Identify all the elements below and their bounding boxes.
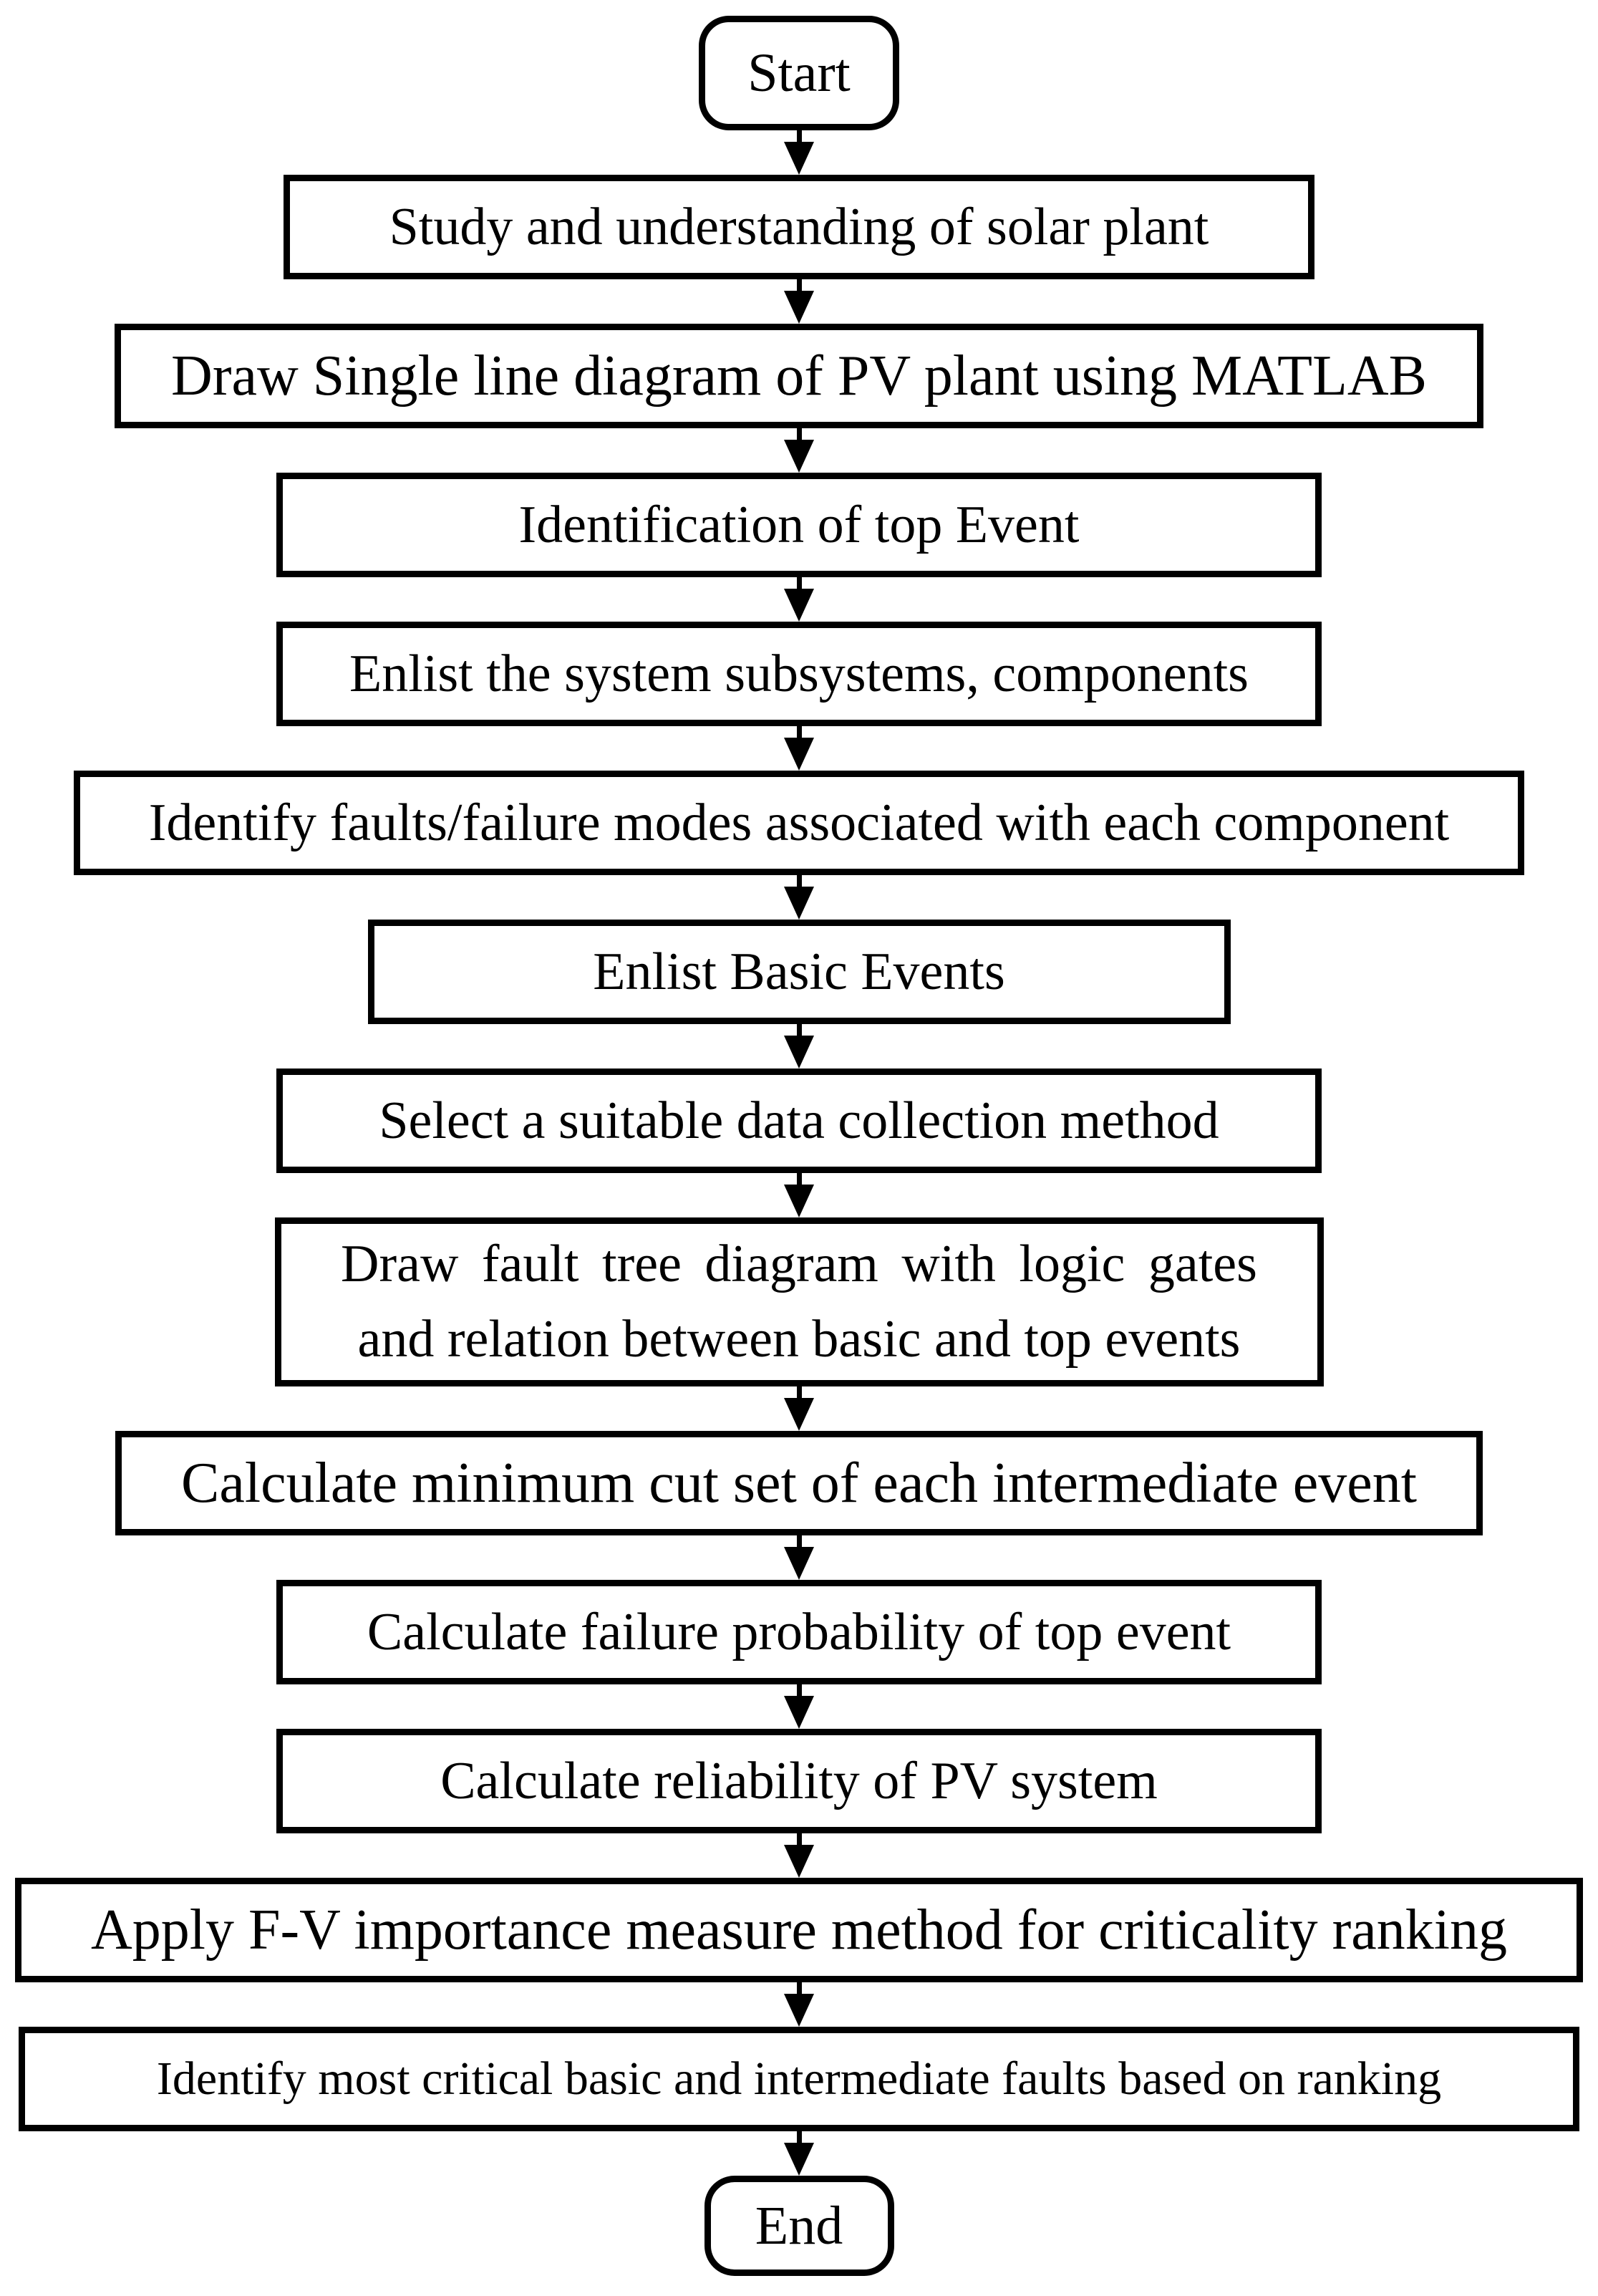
arrow-stem	[797, 279, 802, 291]
arrow-down-icon	[784, 1024, 814, 1069]
node-identify-top-event: Identification of top Event	[276, 473, 1322, 577]
arrow-head	[784, 1185, 814, 1217]
arrow-stem	[797, 726, 802, 738]
arrow-down-icon	[784, 2131, 814, 2176]
node-end: End	[704, 2176, 894, 2276]
arrow-head	[784, 1696, 814, 1729]
arrow-down-icon	[784, 1833, 814, 1878]
arrow-stem	[797, 130, 802, 142]
node-calc-min-cut-set: Calculate minimum cut set of each intermediate event	[115, 1431, 1483, 1535]
node-line: and relation between basic and top events	[357, 1310, 1241, 1369]
arrow-stem	[797, 1173, 802, 1185]
arrow-head	[784, 1398, 814, 1431]
node-identify-fault-modes: Identify faults/failure modes associated with each component	[74, 771, 1524, 875]
arrow-stem	[797, 875, 802, 887]
node-identify-critical-faults: Identify most critical basic and intermediate faults based on ranking	[19, 2027, 1579, 2131]
node-start: Start	[699, 16, 899, 130]
arrow-stem	[797, 1535, 802, 1547]
arrow-down-icon	[784, 130, 814, 175]
arrow-down-icon	[784, 428, 814, 473]
node-draw-fault-tree	[275, 1217, 1324, 1386]
node-enlist-subsystems: Enlist the system subsystems, components	[276, 622, 1322, 726]
arrow-head	[784, 887, 814, 920]
arrow-stem	[797, 2131, 802, 2143]
node-apply-fv-importance: Apply F-V importance measure method for criticality ranking	[15, 1878, 1583, 1982]
arrow-head	[784, 2143, 814, 2176]
arrow-down-icon	[784, 1982, 814, 2027]
arrow-head	[784, 1845, 814, 1878]
arrow-stem	[797, 1024, 802, 1036]
arrow-stem	[797, 1833, 802, 1845]
arrow-down-icon	[784, 726, 814, 771]
node-select-data-collection: Select a suitable data collection method	[276, 1069, 1322, 1173]
arrow-head	[784, 1994, 814, 2027]
arrow-down-icon	[784, 1386, 814, 1431]
arrow-down-icon	[784, 1173, 814, 1217]
node-calc-reliability: Calculate reliability of PV system	[276, 1729, 1322, 1833]
arrow-head	[784, 142, 814, 175]
node-calc-failure-probability: Calculate failure probability of top event	[276, 1580, 1322, 1684]
arrow-stem	[797, 428, 802, 440]
node-line: Draw fault tree diagram with logic gates	[341, 1234, 1257, 1293]
node-enlist-basic-events: Enlist Basic Events	[368, 920, 1231, 1024]
arrow-down-icon	[784, 875, 814, 920]
arrow-stem	[797, 577, 802, 589]
arrow-down-icon	[784, 279, 814, 324]
node-study-plant: Study and understanding of solar plant	[284, 175, 1314, 279]
arrow-stem	[797, 1982, 802, 1994]
arrow-head	[784, 738, 814, 771]
arrow-head	[784, 1547, 814, 1580]
arrow-down-icon	[784, 1684, 814, 1729]
arrow-head	[784, 291, 814, 324]
arrow-head	[784, 589, 814, 622]
arrow-head	[784, 440, 814, 473]
arrow-down-icon	[784, 1535, 814, 1580]
arrow-down-icon	[784, 577, 814, 622]
arrow-head	[784, 1036, 814, 1069]
arrow-stem	[797, 1684, 802, 1696]
node-single-line-diagram: Draw Single line diagram of PV plant using MATLAB	[115, 324, 1483, 428]
arrow-stem	[797, 1386, 802, 1398]
